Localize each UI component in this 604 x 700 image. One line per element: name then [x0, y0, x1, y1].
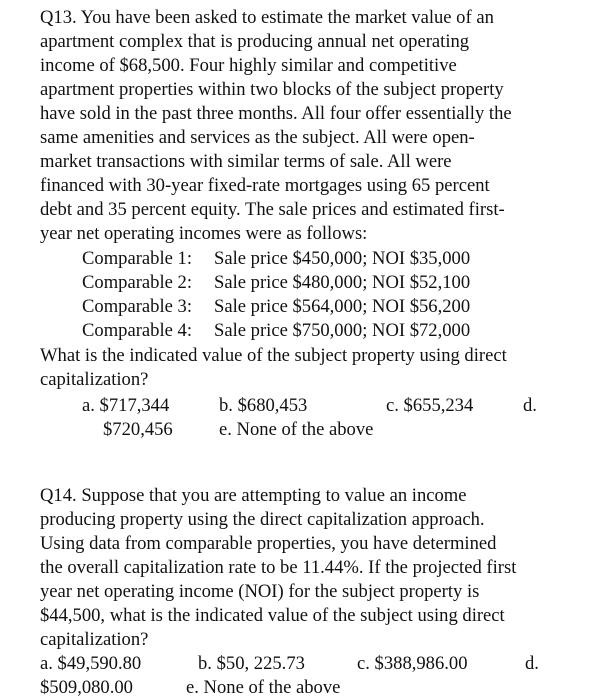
q14-text-line: the overall capitalization rate to be 11.44%. If the projected first: [40, 557, 517, 578]
q13-option-d-value: $720,456: [103, 419, 173, 440]
q13-text-line: apartment properties within two blocks of the subject property: [40, 79, 504, 100]
q14-text-line: Q14. Suppose that you are attempting to value an income: [40, 485, 467, 506]
q13-option-a: a. $717,344: [82, 395, 170, 416]
comparable-row: [82, 271, 604, 295]
comparable-label: Comparable 4:: [82, 320, 192, 341]
q14-text-line: capitalization?: [40, 629, 149, 650]
q13-text-line: year net operating incomes were as follows:: [40, 223, 368, 244]
q13-option-e: e. None of the above: [219, 419, 374, 440]
q14-option-a: a. $49,590.80: [40, 653, 142, 674]
q13-question-line: capitalization?: [40, 369, 149, 390]
q14-option-d: d.: [525, 653, 539, 674]
q14-option-e: e. None of the above: [186, 677, 341, 698]
q13-option-b: b. $680,453: [219, 395, 308, 416]
comparable-detail: Sale price $450,000; NOI $35,000: [214, 248, 471, 269]
comparable-label: Comparable 1:: [82, 248, 192, 269]
q13-text-line: financed with 30-year fixed-rate mortgages using 65 percent: [40, 175, 490, 196]
q14-option-d-value: $509,080.00: [40, 677, 133, 698]
comparable-row: [82, 319, 604, 343]
q13-text-line: debt and 35 percent equity. The sale prices and estimated first-: [40, 199, 505, 220]
q13-option-d: d.: [523, 395, 537, 416]
q13-question-line: What is the indicated value of the subject property using direct: [40, 345, 507, 366]
q14-option-b: b. $50, 225.73: [198, 653, 305, 674]
q13-text-line: apartment complex that is producing annual net operating: [40, 31, 470, 52]
q14-text-line: year net operating income (NOI) for the subject property is: [40, 581, 480, 602]
comparable-row: [82, 295, 604, 319]
q13-text-line: Q13. You have been asked to estimate the market value of an: [40, 7, 494, 28]
comparable-detail: Sale price $564,000; NOI $56,200: [214, 296, 471, 317]
q13-text-line: have sold in the past three months. All four offer essentially the: [40, 103, 512, 124]
q13-text-line: income of $68,500. Four highly similar and competitive: [40, 55, 457, 76]
q14-text-line: Using data from comparable properties, you have determined: [40, 533, 497, 554]
q14-text-line: $44,500, what is the indicated value of the subject using direct: [40, 605, 505, 626]
comparable-row: [82, 247, 604, 271]
q13-text-line: same amenities and services as the subject. All were open-: [40, 127, 475, 148]
comparable-detail: Sale price $750,000; NOI $72,000: [214, 320, 471, 341]
q13-option-c: c. $655,234: [386, 395, 474, 416]
q14-option-c: c. $388,986.00: [357, 653, 468, 674]
comparable-detail: Sale price $480,000; NOI $52,100: [214, 272, 471, 293]
q14-text-line: producing property using the direct capitalization approach.: [40, 509, 485, 530]
comparable-label: Comparable 3:: [82, 296, 192, 317]
comparable-label: Comparable 2:: [82, 272, 192, 293]
q13-text-line: market transactions with similar terms of sale. All were: [40, 151, 452, 172]
